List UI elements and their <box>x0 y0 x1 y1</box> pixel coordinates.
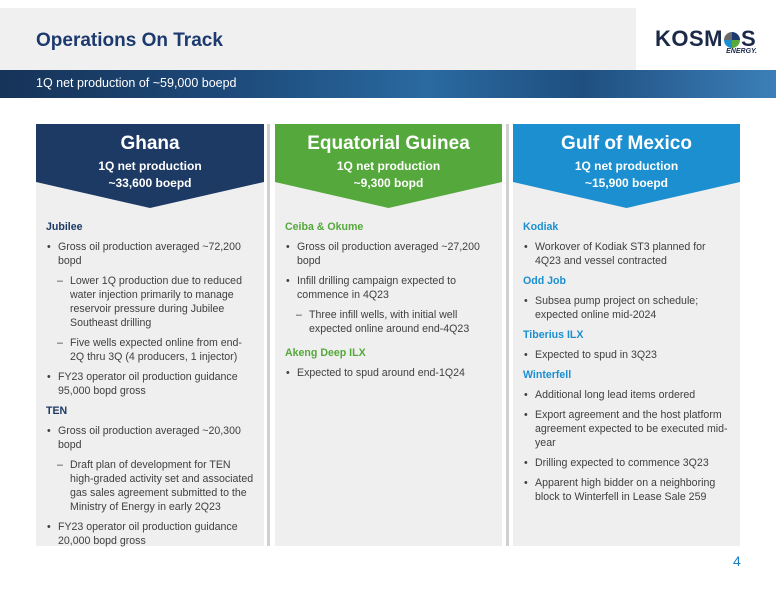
gulf-of-mexico-column <box>513 124 740 546</box>
gom-title: Gulf of Mexico <box>561 133 692 154</box>
kosmos-logo <box>655 26 759 60</box>
logo-subtext: ENERGY. <box>726 48 757 55</box>
eg-subtitle-2: ~9,300 bopd <box>353 176 424 190</box>
sub-bullet-item: – Draft plan of development for TEN high-graded activity set and associated gas sales agreement submitted to the Ministry of Energy in early 2Q23 <box>46 458 256 514</box>
sub-bullet-item: – Three infill wells, with initial well expected online around end-4Q23 <box>285 308 494 336</box>
section-heading-ceiba-okume: Ceiba & Okume <box>285 221 364 233</box>
sub-bullet-item: – Five wells expected online from end-2Q thru 3Q (4 producers, 1 injector) <box>46 336 256 364</box>
equatorial-guinea-column <box>275 124 502 546</box>
bullet-item: • Drilling expected to commence 3Q23 <box>523 456 732 470</box>
bullet-item: • FY23 operator oil production guidance 20,000 bopd gross <box>46 520 256 548</box>
logo-text-before: KOSM <box>655 26 723 51</box>
slide-title: Operations On Track <box>36 30 223 51</box>
bullet-item: • Expected to spud in 3Q23 <box>523 348 732 362</box>
section-heading-ten: TEN <box>46 405 68 417</box>
bullet-item: • FY23 operator oil production guidance 95,000 bopd gross <box>46 370 256 398</box>
ghana-header <box>36 124 264 208</box>
sub-bullet-item: – Lower 1Q production due to reduced water injection primarily to manage reservoir pressure during Jubilee Southeast drilling <box>46 274 256 330</box>
bullet-item: • Apparent high bidder on a neighboring block to Winterfell in Lease Sale 259 <box>523 476 732 504</box>
ghana-title: Ghana <box>120 133 180 154</box>
ghana-subtitle-1: 1Q net production <box>98 159 202 173</box>
globe-icon <box>724 32 740 48</box>
bullet-item: • Gross oil production averaged ~27,200 bopd <box>285 240 494 268</box>
gom-subtitle-1: 1Q net production <box>574 159 679 173</box>
eg-body <box>285 220 494 386</box>
section-heading-odd-job: Odd Job <box>523 275 566 287</box>
page-number: 4 <box>733 553 741 569</box>
eg-subtitle-1: 1Q net production <box>336 159 441 173</box>
bullet-item: • Expected to spud around end-1Q24 <box>285 366 494 380</box>
bullet-item: • Additional long lead items ordered <box>523 388 732 402</box>
bullet-item: • Workover of Kodiak ST3 planned for 4Q23 and vessel contracted <box>523 240 732 268</box>
gom-body <box>523 220 732 510</box>
bullet-item: • Infill drilling campaign expected to commence in 4Q23 <box>285 274 494 302</box>
ghana-column <box>36 124 264 546</box>
ocean-banner <box>0 70 776 98</box>
banner-text: 1Q net production of ~59,000 boepd <box>36 76 237 90</box>
eg-header <box>275 124 502 208</box>
ghana-subtitle-2: ~33,600 boepd <box>108 176 192 190</box>
column-divider <box>506 124 509 546</box>
gom-subtitle-2: ~15,900 boepd <box>584 176 669 190</box>
gom-header <box>513 124 740 208</box>
bullet-item: • Gross oil production averaged ~20,300 bopd <box>46 424 256 452</box>
ghana-body <box>46 220 256 554</box>
section-heading-winterfell: Winterfell <box>523 369 572 381</box>
section-heading-jubilee: Jubilee <box>46 221 83 233</box>
section-heading-akeng-deep: Akeng Deep ILX <box>285 347 366 359</box>
logo-text-after: S <box>741 26 757 51</box>
section-heading-kodiak: Kodiak <box>523 221 559 233</box>
eg-title: Equatorial Guinea <box>307 133 470 154</box>
column-divider <box>267 124 270 546</box>
section-heading-tiberius: Tiberius ILX <box>523 329 584 341</box>
bullet-item: • Subsea pump project on schedule; expected online mid-2024 <box>523 294 732 322</box>
bullet-item: • Export agreement and the host platform agreement expected to be executed mid-year <box>523 408 732 450</box>
bullet-item: • Gross oil production averaged ~72,200 bopd <box>46 240 256 268</box>
